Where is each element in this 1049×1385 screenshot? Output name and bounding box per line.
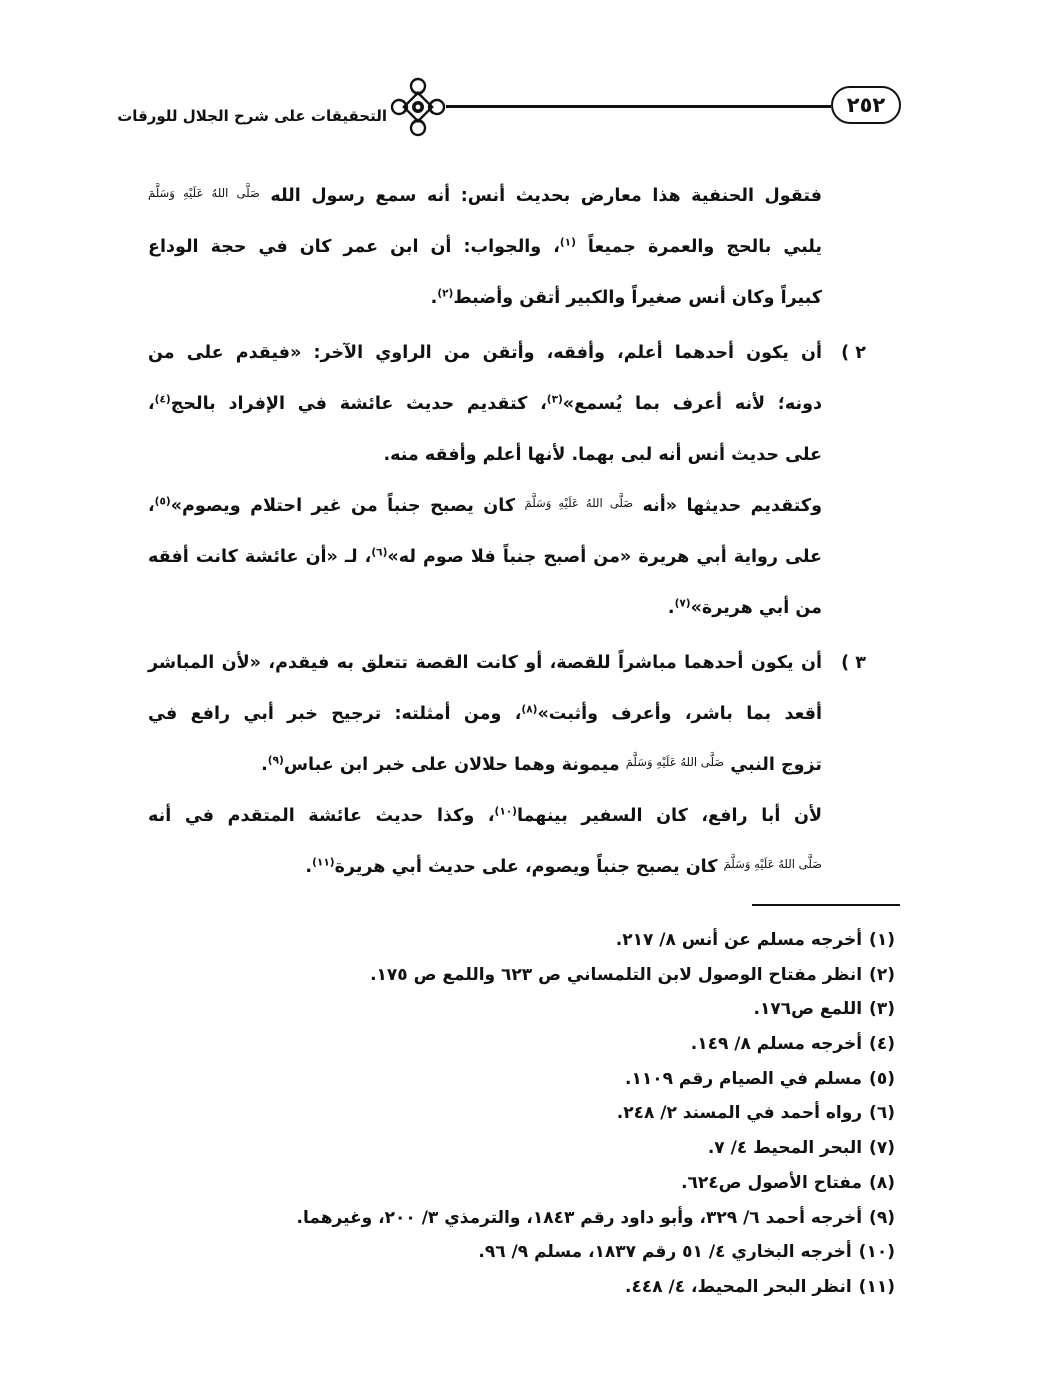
- footnote-content: [478, 1242, 895, 1262]
- text-line-content: [148, 704, 822, 724]
- footnote-item: [175, 958, 895, 993]
- text-line-content: [148, 547, 822, 567]
- footnote-text: انظر البحر المحيط، ٤/ ٤٤٨.: [624, 1276, 852, 1297]
- footnote-item: [175, 1270, 895, 1305]
- text-run: أقعد بما باشر، وأعرف وأثبت»: [537, 704, 822, 724]
- footnote-number: (٣): [869, 999, 895, 1020]
- footnote-number: (١١): [858, 1276, 895, 1297]
- text-run: .: [305, 857, 313, 877]
- text-run: ،: [148, 394, 155, 414]
- text-line: [148, 638, 822, 689]
- text-run: كان يصبح جنباً ويصوم، على حديث أبي هريرة: [334, 857, 724, 877]
- footnote-item: [175, 992, 895, 1027]
- text-run: ميمونة وهما حلالان على خبر ابن عباس: [283, 755, 626, 775]
- footnote-content: [691, 1034, 895, 1054]
- footnote-text: مسلم في الصيام رقم ١١٠٩.: [624, 1068, 863, 1089]
- footnote-number: (٧): [869, 1138, 895, 1159]
- footnote-reference: (٤): [154, 393, 171, 406]
- footnote-reference: (٦): [371, 546, 388, 559]
- text-run: فتقول الحنفية هذا معارض بحديث أنس: أنه سمع رسول الله: [259, 186, 822, 206]
- text-line: [148, 740, 822, 791]
- text-run: أن يكون أحدهما مباشراً للقصة، أو كانت القصة تتعلق به فيقدم، «لأن المباشر: [148, 653, 822, 673]
- footnote-content: [297, 1208, 895, 1228]
- footnote-reference: (٩): [267, 754, 284, 767]
- item-number: ٣ ): [841, 653, 866, 673]
- footnote-content: [617, 1103, 895, 1123]
- paragraph: [148, 171, 822, 324]
- footnote-reference: (٣): [546, 393, 563, 406]
- text-run: على رواية أبي هريرة «من أصبح جنباً فلا صوم له»: [387, 547, 822, 567]
- text-run: تزوج النبي: [724, 755, 822, 775]
- text-run: .: [261, 755, 268, 775]
- footnote-text: أخرجه البخاري ٤/ ٥١ رقم ١٨٣٧، مسلم ٩/ ٩٦.: [478, 1242, 852, 1263]
- text-line: [148, 842, 822, 893]
- footnote-separator: [752, 904, 900, 906]
- footnote-text: رواه أحمد في المسند ٢/ ٢٤٨.: [616, 1103, 863, 1124]
- footnote-number: (٢): [869, 964, 895, 985]
- footnote-number: (٩): [869, 1207, 895, 1228]
- numbered-item: [148, 638, 866, 791]
- text-run: وكتقديم حديثها «أنه: [633, 496, 822, 516]
- numbered-item: [148, 328, 866, 481]
- footnote-item: [175, 1166, 895, 1201]
- text-line-content: [305, 857, 822, 877]
- text-run: ، وكذا حديث عائشة المتقدم في أنه: [148, 806, 495, 826]
- text-run: ، ومن أمثلته: ترجيح خبر أبي رافع في: [148, 704, 522, 724]
- text-run: .: [667, 598, 675, 618]
- text-run: على حديث أنس أنه لبى بهما. لأنها أعلم وأفقه منه.: [383, 445, 822, 465]
- text-run: لأن أبا رافع، كان السفير بينهما: [516, 806, 822, 826]
- footnote-content: [625, 1069, 895, 1089]
- text-line-content: [148, 496, 822, 516]
- footnote-text: مفتاح الأصول ص٦٢٤.: [681, 1172, 863, 1193]
- footnote-item: [175, 1062, 895, 1097]
- footnote-reference: (١): [559, 236, 576, 249]
- footnote-content: [625, 1277, 895, 1297]
- text-line: [148, 532, 822, 583]
- footnote-item: [175, 1201, 895, 1236]
- honorific-phrase: صَلَّى اللهُ عَلَيْهِ وَسَلَّمَ: [723, 856, 822, 871]
- footnote-reference: (٥): [154, 495, 171, 508]
- page-number: ٢٥٢: [831, 86, 901, 124]
- text-run: ، لـ «أن عائشة كانت أفقه: [148, 547, 372, 567]
- footnote-reference: (١١): [312, 856, 335, 869]
- text-run: .: [430, 288, 438, 308]
- footnote-text: انظر مفتاح الوصول لابن التلمساني ص ٦٢٣ واللمع ص ١٧٥.: [370, 964, 863, 985]
- footnote-reference: (٢): [437, 287, 454, 300]
- text-run: ،: [148, 496, 155, 516]
- footnote-number: (٥): [869, 1068, 895, 1089]
- text-run: ، والجواب: أن ابن عمر كان في حجة الوداع: [148, 237, 560, 257]
- honorific-phrase: صَلَّى اللهُ عَلَيْهِ وَسَلَّمَ: [148, 185, 260, 200]
- footnote-content: [753, 999, 895, 1019]
- text-run: كان يصبح جنباً من غير احتلام ويصوم»: [170, 496, 525, 516]
- footnote-item: [175, 1131, 895, 1166]
- text-line-content: [148, 653, 822, 673]
- footnote-reference: (٧): [674, 597, 691, 610]
- text-line-content: [148, 343, 822, 363]
- text-line: [148, 171, 822, 222]
- footnote-number: (٤): [869, 1034, 895, 1055]
- footnote-content: [370, 965, 895, 985]
- footnote-text: أخرجه أحمد ٦/ ٣٢٩، وأبو داود رقم ١٨٤٣، والترمذي ٣/ ٢٠٠، وغيرهما.: [296, 1207, 863, 1228]
- footnote-number: (١٠): [858, 1242, 895, 1263]
- item-number: ٢ ): [841, 343, 866, 363]
- header-rule: [446, 105, 831, 108]
- footnote-item: [175, 1027, 895, 1062]
- text-run: كبيراً وكان أنس صغيراً والكبير أتقن وأضبط: [453, 288, 822, 308]
- paragraph: [148, 481, 822, 634]
- footnote-number: (٨): [869, 1172, 895, 1193]
- text-line-content: [148, 237, 822, 257]
- text-line: [148, 791, 822, 842]
- footnote-item: [175, 1096, 895, 1131]
- text-run: من أبي هريرة»: [690, 598, 822, 618]
- text-line: [148, 430, 822, 481]
- footnote-reference: (١٠): [494, 805, 517, 818]
- footnote-content: [681, 1173, 895, 1193]
- text-line: [148, 273, 822, 324]
- paragraph: [148, 791, 822, 893]
- text-line: [148, 583, 822, 634]
- footnote-content: [708, 1138, 895, 1158]
- text-run: دونه؛ لأنه أعرف بما يُسمع»: [562, 394, 822, 414]
- footnote-number: (٦): [869, 1103, 895, 1124]
- footnote-text: أخرجه مسلم ٨/ ١٤٩.: [690, 1034, 863, 1055]
- text-line: [148, 222, 822, 273]
- book-title: التحقيقات على شرح الجلال للورقات: [117, 107, 387, 125]
- honorific-phrase: صَلَّى اللهُ عَلَيْهِ وَسَلَّمَ: [524, 495, 634, 510]
- text-line: [148, 689, 822, 740]
- footnote-item: [175, 923, 895, 958]
- text-line-content: [431, 288, 822, 308]
- floral-ornament-icon: [390, 76, 446, 138]
- footnote-text: أخرجه مسلم عن أنس ٨/ ٢١٧.: [615, 930, 863, 950]
- text-line-content: [261, 755, 822, 775]
- text-line-content: [148, 186, 822, 206]
- text-run: ، كتقديم حديث عائشة في الإفراد بالحج: [170, 394, 547, 414]
- footnotes: [175, 923, 895, 1305]
- footnote-number: (١): [869, 930, 895, 950]
- text-line-content: [383, 445, 822, 465]
- text-line-content: [148, 806, 822, 826]
- text-line-content: [668, 598, 822, 618]
- text-line: [148, 481, 822, 532]
- text-line: [148, 328, 822, 379]
- text-line: [148, 379, 822, 430]
- footnote-text: البحر المحيط ٤/ ٧.: [707, 1138, 863, 1159]
- honorific-phrase: صَلَّى اللهُ عَلَيْهِ وَسَلَّمَ: [625, 754, 725, 769]
- footnote-reference: (٨): [521, 703, 538, 716]
- text-line-content: [148, 394, 822, 414]
- main-text: [148, 171, 866, 893]
- text-run: يلبي بالحج والعمرة جميعاً: [575, 237, 822, 257]
- footnote-item: [175, 1235, 895, 1270]
- footnote-content: [616, 930, 895, 950]
- footnote-text: اللمع ص١٧٦.: [753, 999, 863, 1020]
- text-run: أن يكون أحدهما أعلم، وأفقه، وأتقن من الراوي الآخر: «فيقدم على من: [148, 343, 822, 363]
